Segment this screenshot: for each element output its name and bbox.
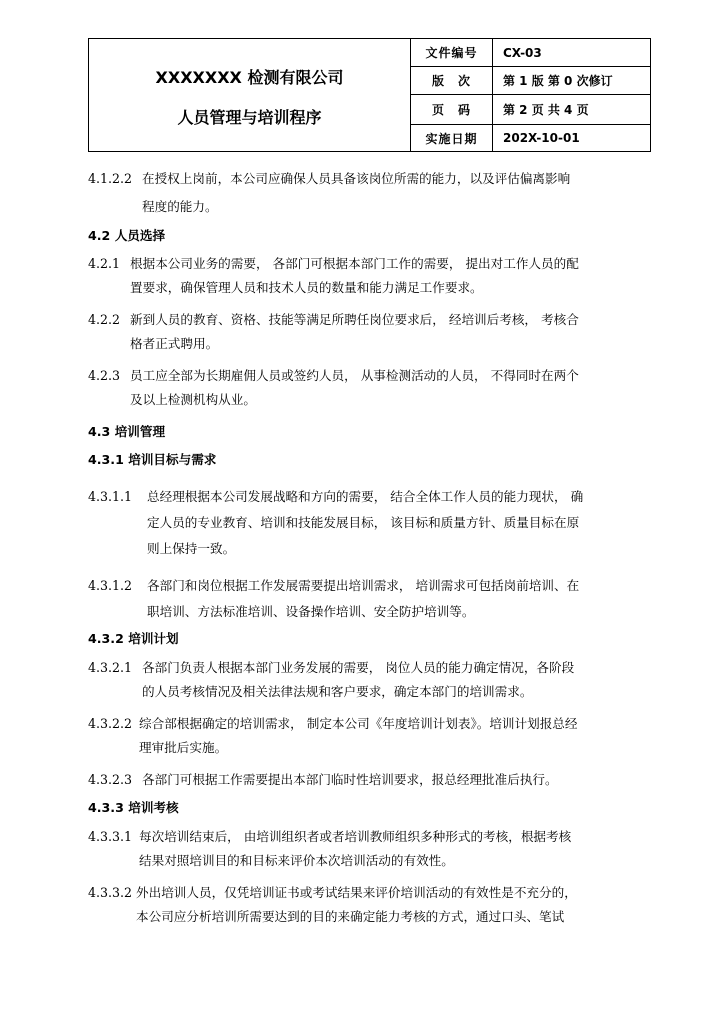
paragraph-line: 结果对照培训目的和目标来评价本次培训活动的有效性。: [139, 853, 454, 868]
paragraph-line: 定人员的专业教育、培训和技能发展目标， 该目标和质量方针、质量目标在原: [147, 515, 580, 530]
clause-number: 4.3.1.1: [88, 489, 133, 504]
clause-number: 4.1.2.2: [88, 171, 133, 186]
paragraph-line: 各部门负责人根据本部门业务发展的需要， 岗位人员的能力确定情况，各阶段: [142, 660, 575, 675]
clause-number: 4.2.2: [88, 312, 121, 327]
subsection-heading: 4.3.1 培训目标与需求: [88, 452, 217, 467]
paragraph-line: 各部门可根据工作需要提出本部门临时性培训要求，报总经理批准后执行。: [142, 772, 558, 787]
header-key: 文件编号: [411, 39, 493, 66]
paragraph-line: 职培训、方法标准培训、设备操作培训、安全防护培训等。: [147, 604, 475, 619]
paragraph-line: 理审批后实施。: [139, 740, 228, 755]
subsection-heading: 4.3.3 培训考核: [88, 800, 179, 815]
paragraph-line: 程度的能力。: [142, 199, 218, 214]
header-key: 实施日期: [411, 125, 493, 151]
paragraph-line: 新到人员的教育、资格、技能等满足所聘任岗位要求后， 经培训后考核， 考核合: [130, 312, 579, 327]
clause-number: 4.3.3.2: [88, 885, 133, 900]
header-row-effective-date: [411, 125, 650, 151]
header-key: 页 码: [411, 95, 493, 124]
header-key: 版 次: [411, 67, 493, 94]
paragraph-line: 格者正式聘用。: [130, 336, 219, 351]
header-row-page: [411, 95, 650, 125]
paragraph-line: 根据本公司业务的需要， 各部门可根据本部门工作的需要， 提出对工作人员的配: [130, 256, 579, 271]
header-title-cell: [89, 39, 411, 151]
clause-number: 4.3.2.3: [88, 772, 133, 787]
company-name: XXXXXXX 检测有限公司: [155, 68, 344, 87]
paragraph-line: 员工应全部为长期雇佣人员或签约人员， 从事检测活动的人员， 不得同时在两个: [130, 368, 579, 383]
paragraph-line: 每次培训结束后， 由培训组织者或者培训教师组织多种形式的考核，根据考核: [139, 829, 572, 844]
section-heading: 4.3 培训管理: [88, 424, 166, 439]
clause-number: 4.3.2.2: [88, 716, 133, 731]
clause-number: 4.3.1.2: [88, 578, 133, 593]
paragraph-line: 本公司应分析培训所需要达到的目的来确定能力考核的方式，通过口头、笔试: [136, 909, 565, 924]
paragraph-line: 总经理根据本公司发展战略和方向的需要， 结合全体工作人员的能力现状， 确: [147, 489, 584, 504]
document-title: 人员管理与培训程序: [177, 108, 322, 127]
paragraph-line: 的人员考核情况及相关法律法规和客户要求，确定本部门的培训需求。: [142, 684, 533, 699]
subsection-heading: 4.3.2 培训计划: [88, 631, 179, 646]
header-row-edition: [411, 67, 650, 95]
document-header-table: [88, 38, 651, 152]
clause-number: 4.2.3: [88, 368, 121, 383]
header-row-doc-number: [411, 39, 650, 67]
paragraph-line: 外出培训人员，仅凭培训证书或考试结果来评价培训活动的有效性是不充分的，: [136, 885, 577, 900]
header-value: CX-03: [503, 45, 542, 60]
paragraph-line: 综合部根据确定的培训需求， 制定本公司《年度培训计划表》。培训计划报总经: [139, 716, 578, 731]
clause-number: 4.2.1: [88, 256, 121, 271]
paragraph-line: 则上保持一致。: [147, 541, 236, 556]
clause-number: 4.3.2.1: [88, 660, 133, 675]
header-value: 202X-10-01: [503, 131, 580, 145]
paragraph-line: 各部门和岗位根据工作发展需要提出培训需求， 培训需求可包括岗前培训、在: [147, 578, 580, 593]
clause-number: 4.3.3.1: [88, 829, 133, 844]
header-value: 第 1 版 第 0 次修订: [503, 74, 613, 88]
header-value: 第 2 页 共 4 页: [503, 103, 589, 117]
paragraph-line: 在授权上岗前，本公司应确保人员具备该岗位所需的能力，以及评估偏离影响: [142, 171, 571, 186]
section-heading: 4.2 人员选择: [88, 228, 166, 243]
paragraph-line: 置要求，确保管理人员和技术人员的数量和能力满足工作要求。: [130, 280, 483, 295]
paragraph-line: 及以上检测机构从业。: [130, 392, 256, 407]
